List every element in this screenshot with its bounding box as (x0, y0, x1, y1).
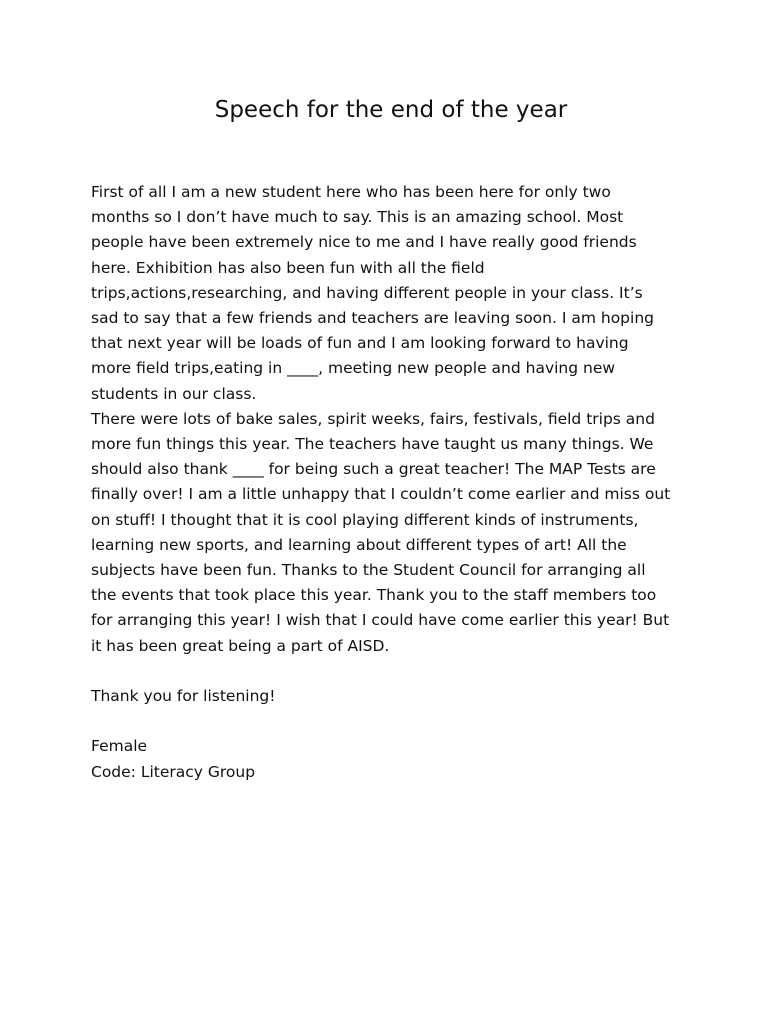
text-line: finally over! I am a little unhappy that I couldn’t come earlier and miss out (91, 485, 671, 504)
text-line: it has been great being a part of AISD. (91, 636, 390, 655)
code-line: Code: Literacy Group (91, 762, 256, 781)
gender-line: Female (91, 737, 148, 756)
text-line: sad to say that a few friends and teachers are leaving soon. I am hoping (91, 309, 654, 328)
text-line: people have been extremely nice to me and I have really good friends (91, 233, 637, 252)
text-line: trips,actions,researching, and having different people in your class. It’s (91, 283, 643, 302)
text-line: months so I don’t have much to say. This is an amazing school. Most (91, 208, 624, 227)
spacer (91, 659, 691, 684)
document-title: Speech for the end of the year (214, 97, 568, 123)
closing-line: Thank you for listening! (91, 687, 276, 706)
spacer (91, 709, 691, 734)
text-line: There were lots of bake sales, spirit weeks, fairs, festivals, field trips and (91, 409, 655, 428)
text-line: should also thank ____ for being such a great teacher! The MAP Tests are (91, 460, 656, 479)
text-line: more fun things this year. The teachers have taught us many things. We (91, 435, 654, 454)
text-line: for arranging this year! I wish that I could have come earlier this year! But (91, 611, 670, 630)
text-line: here. Exhibition has also been fun with all the field (91, 258, 485, 277)
text-line: that next year will be loads of fun and I am looking forward to having (91, 334, 629, 353)
paragraph-1 (91, 180, 691, 407)
paragraph-2 (91, 407, 691, 659)
text-line: subjects have been fun. Thanks to the Student Council for arranging all (91, 561, 646, 580)
text-line: learning new sports, and learning about different types of art! All the (91, 535, 627, 554)
text-line: the events that took place this year. Thank you to the staff members too (91, 586, 657, 605)
text-line: First of all I am a new student here who has been here for only two (91, 183, 611, 201)
text-line: more field trips,eating in ____, meeting new people and having new (91, 359, 616, 378)
text-line: students in our class. (91, 384, 257, 403)
document-body (91, 180, 691, 785)
text-line: on stuff! I thought that it is cool playing different kinds of instruments, (91, 510, 639, 529)
